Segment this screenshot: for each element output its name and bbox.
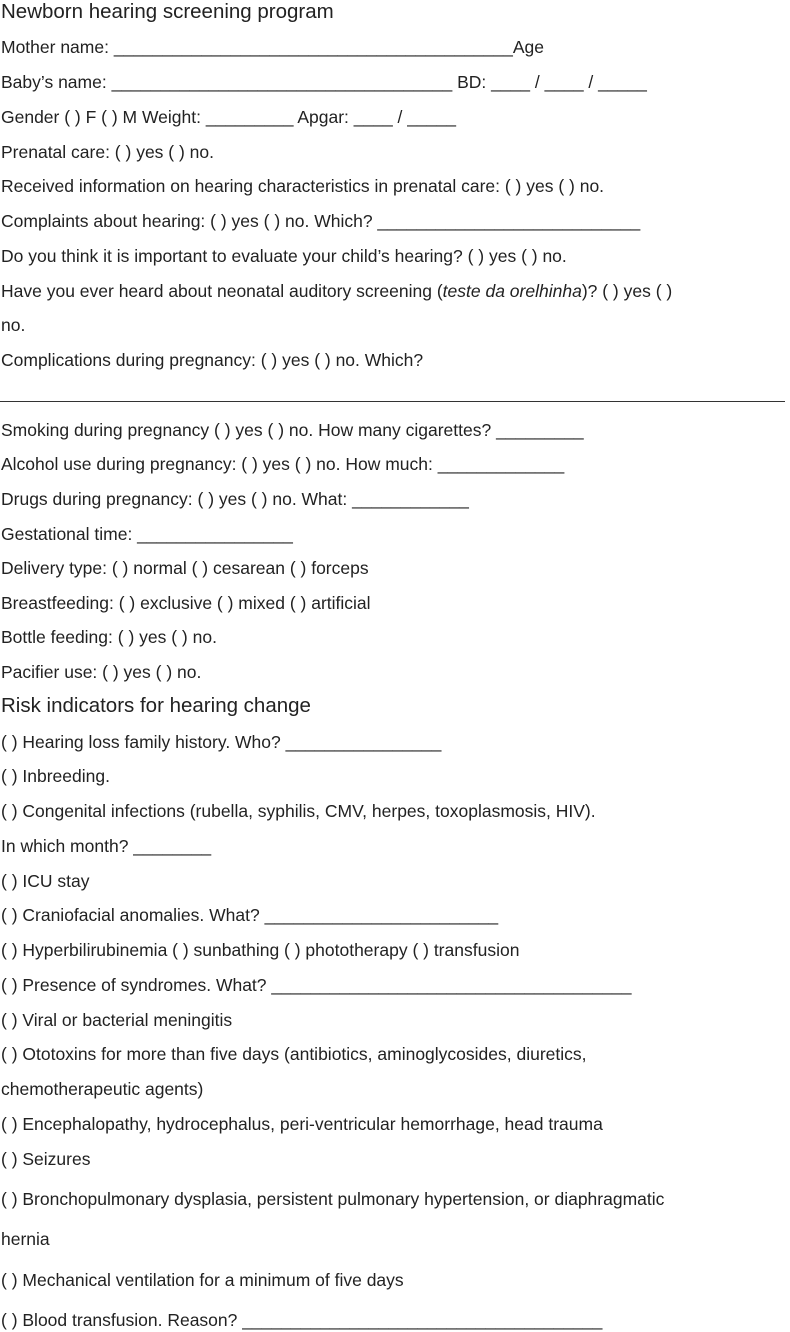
risk-congenital-infections: ( ) Congenital infections (rubella, syphilis, CMV, herpes, toxoplasmosis, HIV).	[1, 801, 596, 821]
pacifier-question: Pacifier use: ( ) yes ( ) no.	[1, 662, 202, 682]
risk-meningitis: ( ) Viral or bacterial meningitis	[1, 1010, 233, 1030]
risk-bronchopulmonary: ( ) Bronchopulmonary dysplasia, persistent pulmonary hypertension, or diaphragmatic	[1, 1189, 665, 1209]
risk-encephalopathy: ( ) Encephalopathy, hydrocephalus, peri-ventricular hemorrhage, head trauma	[1, 1114, 603, 1134]
risk-hyperbilirubinemia: ( ) Hyperbilirubinemia ( ) sunbathing ( ) phototherapy ( ) transfusion	[1, 940, 520, 960]
complaints-question: Complaints about hearing: ( ) yes ( ) no. Which? ___________________________	[1, 211, 641, 231]
screening-awareness-question	[1, 280, 672, 302]
risk-syndromes: ( ) Presence of syndromes. What? _____________________________________	[1, 975, 632, 995]
screening-awareness-wrap: no.	[1, 315, 26, 335]
risk-inbreeding: ( ) Inbreeding.	[1, 766, 110, 786]
gestational-time-field: Gestational time: ________________	[1, 524, 293, 544]
complications-answer-line	[0, 401, 785, 402]
breastfeeding-question: Breastfeeding: ( ) exclusive ( ) mixed ( ) artificial	[1, 593, 371, 613]
drugs-question: Drugs during pregnancy: ( ) yes ( ) no. What: ____________	[1, 489, 469, 509]
baby-name-field: Baby’s name: ___________________________________ BD: ____ / ____ / _____	[1, 72, 647, 92]
risk-bronchopulmonary-wrap: hernia	[1, 1229, 50, 1249]
importance-question: Do you think it is important to evaluate your child’s hearing? ( ) yes ( ) no.	[1, 246, 567, 266]
screening-local-name: teste da orelhinha	[442, 281, 582, 301]
form-title: Newborn hearing screening program	[1, 0, 334, 23]
risk-indicators-heading: Risk indicators for hearing change	[1, 694, 311, 717]
gender-weight-apgar-row: Gender ( ) F ( ) M Weight: _________ Apgar: ____ / _____	[1, 107, 456, 127]
smoking-question: Smoking during pregnancy ( ) yes ( ) no. How many cigarettes? _________	[1, 420, 584, 440]
risk-infection-month: In which month? ________	[1, 836, 212, 856]
prenatal-care-question: Prenatal care: ( ) yes ( ) no.	[1, 142, 214, 162]
screening-awareness-options: )? ( ) yes ( )	[581, 281, 673, 301]
bottle-feeding-question: Bottle feeding: ( ) yes ( ) no.	[1, 627, 217, 647]
complications-question: Complications during pregnancy: ( ) yes ( ) no. Which?	[1, 350, 424, 370]
risk-ototoxins-wrap: chemotherapeutic agents)	[1, 1079, 204, 1099]
received-info-question: Received information on hearing characteristics in prenatal care: ( ) yes ( ) no.	[1, 176, 605, 196]
risk-craniofacial: ( ) Craniofacial anomalies. What? ________________________	[1, 905, 499, 925]
risk-blood-transfusion: ( ) Blood transfusion. Reason? _____________________________________	[1, 1310, 603, 1330]
delivery-type-question: Delivery type: ( ) normal ( ) cesarean ( ) forceps	[1, 558, 369, 578]
risk-seizures: ( ) Seizures	[1, 1149, 91, 1169]
risk-ototoxins: ( ) Ototoxins for more than five days (antibiotics, aminoglycosides, diuretics,	[1, 1044, 587, 1064]
risk-family-history: ( ) Hearing loss family history. Who? ________________	[1, 732, 442, 752]
alcohol-question: Alcohol use during pregnancy: ( ) yes ( ) no. How much: _____________	[1, 454, 565, 474]
mother-name-field: Mother name: _________________________________________Age	[1, 37, 545, 57]
risk-icu-stay: ( ) ICU stay	[1, 871, 90, 891]
screening-awareness-text: Have you ever heard about neonatal auditory screening (	[1, 281, 443, 301]
risk-mechanical-ventilation: ( ) Mechanical ventilation for a minimum of five days	[1, 1270, 404, 1290]
